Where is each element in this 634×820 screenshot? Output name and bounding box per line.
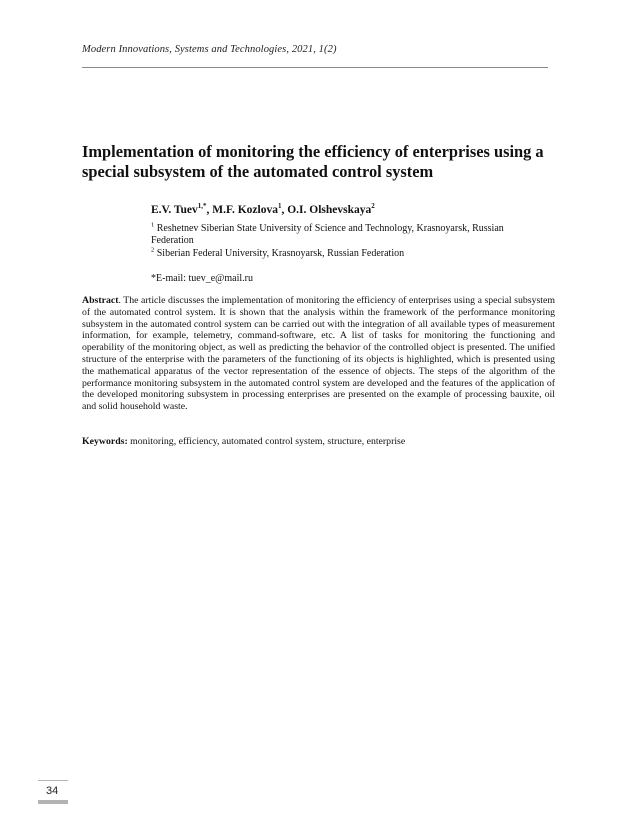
journal-header: Modern Innovations, Systems and Technologies, 2021, 1(2) bbox=[82, 44, 337, 55]
affiliation-text: Reshetnev Siberian State University of Science and Technology, Krasnoyarsk, Russian Federation bbox=[151, 223, 504, 247]
abstract bbox=[82, 295, 555, 413]
author-name: E.V. Tuev bbox=[151, 204, 198, 216]
author-list bbox=[151, 204, 375, 216]
correspondence-email: *E-mail: tuev_e@mail.ru bbox=[151, 273, 253, 284]
affiliation-item bbox=[151, 248, 546, 260]
article-title: Implementation of monitoring the efficiency of enterprises using a special subsystem of the automated control system bbox=[82, 142, 544, 181]
affiliation-text: Siberian Federal University, Krasnoyarsk, Russian Federation bbox=[156, 247, 405, 259]
header-divider bbox=[82, 67, 548, 68]
author-affiliation-marks: 1,* bbox=[197, 202, 207, 211]
author-name: O.I. Olshevskaya bbox=[287, 204, 372, 216]
author-separator: , bbox=[281, 204, 288, 216]
affiliations bbox=[151, 223, 546, 260]
author-affiliation-marks: 1 bbox=[277, 202, 282, 211]
affiliation-item bbox=[151, 223, 546, 248]
page-number: 34 bbox=[46, 785, 59, 797]
affiliation-number: 2 bbox=[151, 246, 155, 254]
footer-bar bbox=[38, 800, 68, 804]
author-affiliation-marks: 2 bbox=[371, 202, 375, 211]
affiliation-number: 1 bbox=[151, 221, 155, 229]
abstract-label: Abstract bbox=[82, 295, 119, 306]
author-separator: , bbox=[206, 204, 213, 216]
keywords bbox=[82, 436, 555, 448]
keywords-label: Keywords: bbox=[82, 436, 128, 447]
keywords-text: monitoring, efficiency, automated control system, structure, enterprise bbox=[127, 436, 406, 447]
abstract-text: . The article discusses the implementation of monitoring the efficiency of enterprises using a special subsystem of the automated control system. It is shown that the analysis within the framework of the performance monitoring subsystem in the automated control system can be carried out with the integration of all available types of measurement information, for example, telemetry, command-software, etc. A list of tasks for monitoring the functioning and operability of the monitoring object, as well as predicting the behavior of the controlled object is presented. The unified structure of the enterprise with the parameters of the functioning of its objects is highlighted, which is presented using the mathematical apparatus of the vector representation of the essence of objects. The steps of the algorithm of the performance monitoring subsystem in the automated control system are developed and the features of the application of the developed monitoring subsystem in processing enterprises are presented on the example of processing bauxite, oil and solid household waste. bbox=[82, 295, 555, 413]
author-name: M.F. Kozlova bbox=[212, 204, 278, 216]
footer-divider bbox=[38, 780, 68, 781]
